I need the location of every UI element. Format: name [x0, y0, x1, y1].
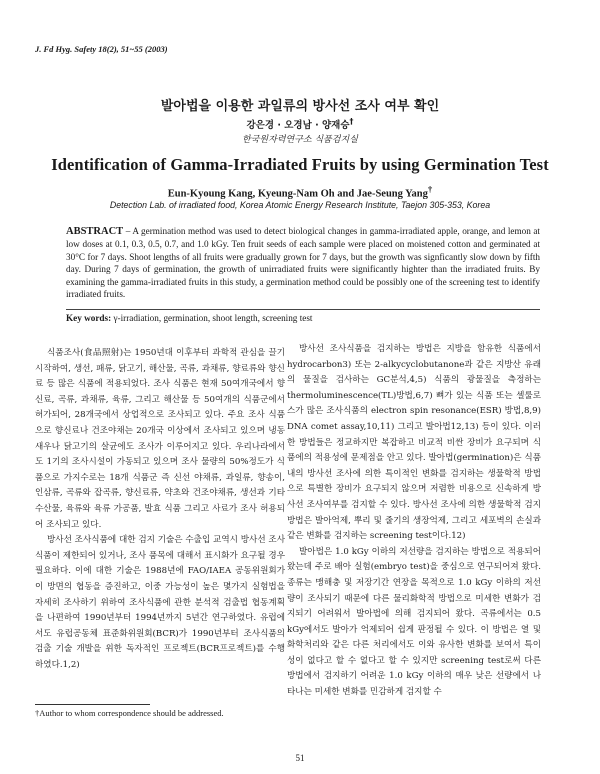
- abstract-text: A germination method was used to detect biological changes in gamma-irradiated apple, orange, and lemon at low doses at 0.1, 0.3, 0.5, 0.7, and 1.0 kGy. Ten fruit seeds of each sample were placed on moistened cotton and germinated at 30°C for 7 days. Shoot lengths of all fruits were gradually grown for 7 days, but the growth was signficantly slow down by fifth day. During 7 days of germination, the growth of unirradiated fruits were significantly highter than the irradiated fruits. By examining the gamma-irradiated fruits in this study, a germination method could be possibly one of the screening test to identify irradiated fruits.: [66, 226, 540, 300]
- english-author-names: Eun-Kyoung Kang, Kyeung-Nam Oh and Jae-Seung Yang: [167, 188, 428, 200]
- keywords-text: γ-irradiation, germination, shoot length, screening test: [113, 313, 313, 323]
- korean-title: 발아법을 이용한 과일류의 방사선 조사 여부 확인: [160, 99, 440, 114]
- korean-author-mark: †: [349, 117, 354, 126]
- abstract-heading: ABSTRACT: [66, 226, 124, 237]
- body-right-column: [287, 342, 541, 701]
- body-paragraph: 발아법은 1.0 kGy 이하의 저선량을 검지하는 방법으로 적용되어 왔는데 주로 배아 실험(embryo test)을 중심으로 연구되어져 왔다. 종류는 맹해충 및 저장기간 연장을 목적으로 1.0 kGy 이하의 저선량이 조사되기 때문에 다른 물리화학적 방법으로 미세한 변화가 검지되기 어려워서 발아법에 의해 검지되어 왔다. 곡류에서는 0.5 kGy에서도 발아가 억제되어 쉽게 판정될 수 있다. 이 방법은 열 및 화학처리와 같은 다른 처리에서도 이와 유사한 변화를 보여서 특이성이 없다고 할 수 없다고 할 수 있지만 screening test로써 다른 방법에서 검지하기 어려운 1.0 kGy 이하의 매우 낮은 선량에서 나타나는 미세한 변화를 민감하게 검지할 수: [287, 546, 541, 698]
- body-paragraph: 방사선 조사식품을 검지하는 방법은 지방을 함유한 식품에서 hydrocarbon3) 또는 2-alkycyclobutanone과 같은 지방산 유래의 물질을 검사하는 GC분석,4,5) 식품의 광물질을 측정하는 thermoluminescence(TL)방법,6,7) 뼈가 있는 식품 또는 셀룰로스가 많은 조사식품의 electron spin resonance(ESR) 방법,8,9) DNA comet assay,10,11) 그리고 발아법12,13) 등이 있다. 이러한 방법들은 정교하지만 복잡하고 비교적 비싼 장비가 요구되며 식품에의 적용성에 문제점을 안고 있다. 발아법(germination)은 식품내의 방사선 조사에 의한 특이적인 변화를 검지하는 생물학적 방법으로 특별한 장비가 요구되지 않으며 저렴한 비용으로 신속하게 방사선 조사여부를 검지할 수 있다. 방사선 조사에 의한 생물학적 검지방법은 발아억제, 뿌리 및 줄기의 생장억제, 그리고 세포벽의 손실과 같은 변화를 검지하는 screening test이다.12): [287, 344, 541, 542]
- keywords: [66, 313, 540, 323]
- body-paragraph: 식품조사(食品照射)는 1950년대 이후부터 과학적 관심을 끌기 시작하여, 생선, 패류, 닭고기, 해산물, 곡류, 과채류, 향료류와 향신료 등 많은 식품에 적용되었다. 조사 식품은 현재 50여개국에서 향신료, 곡류, 과채류, 육류, 그리고 해산물 등 50여개의 식품군에서 허가되어, 28개국에서 상업적으로 조사되고 있다. 주요 조사 식품으로 향신료나 건조야채는 20개국 이상에서 조사되고 있으며 냉동새우나 닭고기의 살균에도 조사가 이루어지고 있다. 우리나라에서도 1기의 조사시설이 가동되고 있으며 조사 물량의 50%정도가 식품으로 가지수로는 18개 식품군 즉 신선 야채류, 과일류, 향송이, 인삼류, 곡류와 잡곡류, 향신료류, 약초와 건조야채류, 생선과 기타 수산물, 육류와 육류 가공품, 발효 식품 그리고 사료가 조사 허용되어 조사되고 있다.: [35, 348, 285, 530]
- body-left-column: [35, 346, 285, 673]
- body-paragraph: 방사선 조사식품에 대한 검지 기술은 수출입 교역시 방사선 조사식품이 제한되어 있거나, 조사 품목에 대해서 표시화가 요구될 경우 필요하다. 이에 대한 기술은 1988년에 FAO/IAEA 공동위원회가 이 방면의 협동을 증진하고, 이중 가능성이 높은 몇가지 실험법을 자세히 조사하기 위하여 조사식품에 관한 분석적 검출법 협동계획을 나편하여 1990년부터 1994년까지 5년간 연구하였다. 유럽에서도 유럽공동체 표준화위원회(BCR)가 1990년부터 조사식품의 검출 기술 개발을 위한 독자적인 프로젝트(BCR프로젝트)를 수행하였다.1,2): [35, 535, 285, 670]
- english-affiliation: Detection Lab. of irradiated food, Korea Atomic Energy Research Institute, Taejon 305-353, Korea: [109, 200, 491, 210]
- korean-affiliation: 한국원자력연구소 식품검지실: [242, 135, 358, 145]
- english-author-mark: †: [427, 184, 433, 194]
- english-title: Identification of Gamma-Irradiated Fruits by using Germination Test: [51, 155, 549, 174]
- page-number: 51: [295, 753, 305, 763]
- korean-authors: [0, 117, 600, 131]
- abstract: [66, 225, 540, 300]
- korean-author-names: 강은경 · 오경남 · 양재승: [246, 120, 350, 132]
- footnote-divider: [35, 704, 150, 705]
- abstract-divider: [66, 309, 540, 310]
- abstract-dash: –: [123, 226, 133, 236]
- journal-citation: J. Fd Hyg. Safety 18(2), 51~55 (2003): [35, 44, 168, 54]
- footnote: †Author to whom correspondence should be addressed.: [35, 708, 224, 718]
- keywords-label: Key words:: [66, 313, 112, 323]
- english-authors: [0, 184, 600, 200]
